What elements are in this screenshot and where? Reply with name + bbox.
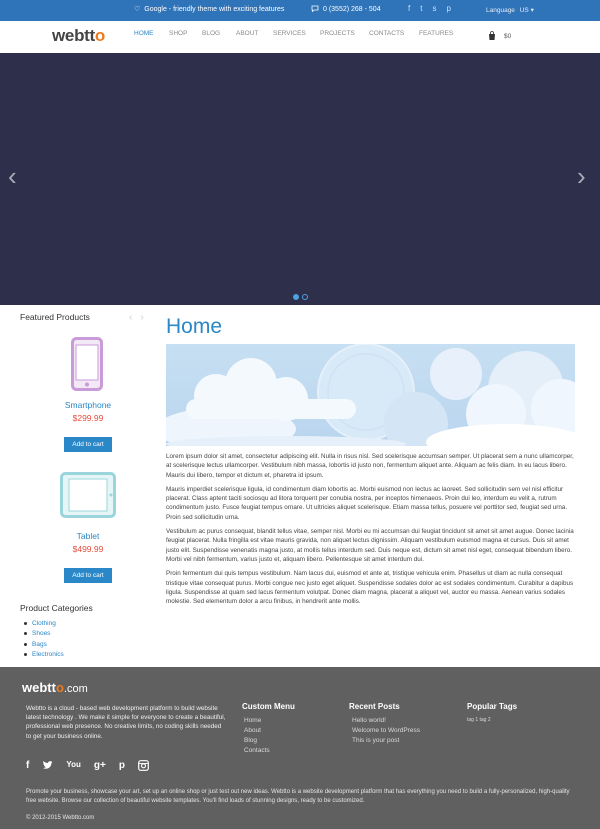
cart-amount: $0 [504,33,512,40]
footer-popular-tags [467,702,517,723]
smartphone-icon[interactable] [71,337,103,393]
footer-custom-menu [242,702,295,757]
footer-menu-contacts[interactable]: Contacts [244,747,270,754]
nav-contacts[interactable]: CONTACTS [369,30,405,37]
slider-dot-2[interactable] [302,294,308,300]
footer-menu-blog[interactable]: Blog [244,737,258,744]
footer-menu-home[interactable]: Home [244,717,262,724]
paragraph-3: Vestibulum ac purus consequat, blandit tellus vitae, semper nisl. Morbi eu mi accumsan dui feugiat tincidunt sit amet sit amet augue. Donec lacinia feugiat placerat. Nulla fringilla est vitae mauris gravida, non aliquet lectus dignissim. Aliquam vestibulum euismod magna et cursus. Duis sit amet justo elit. Suspendisse venenatis magna justo, at mollis tellus interdum sed. Duis neque est, dictum sit amet nisl eget, consequat bibendum libero. Morbi vel nibh fermentum, varius justo et, aliquam libero. Pellentesque sit amet interdum dui. [166,528,574,563]
footer-menu-about[interactable]: About [244,727,261,734]
nav-features[interactable]: FEATURES [419,30,454,37]
add-to-cart-button-tablet[interactable]: Add to cart [64,568,112,583]
product-categories-title: Product Categories [20,603,93,613]
twitter-icon[interactable] [42,760,53,774]
category-label: Electronics [32,651,64,659]
pinterest-icon[interactable]: p [118,760,125,771]
page-title: Home [166,315,223,338]
facebook-icon[interactable]: f [26,760,30,771]
content-paragraphs [166,452,578,611]
tablet-icon[interactable] [60,472,116,520]
pinterest-icon[interactable]: p [446,4,451,13]
footer-recent-posts-title: Recent Posts [349,702,400,711]
footer-logo-o: o [55,680,64,695]
caret-down-icon: ▾ [530,7,534,14]
facebook-icon[interactable]: f [408,4,411,13]
hero-slider [0,53,600,305]
slider-dots [293,294,308,300]
product-price-tablet: $499.99 [72,544,104,554]
nav-about[interactable]: ABOUT [236,30,259,37]
nav-shop[interactable]: SHOP [169,30,188,37]
footer-post-2[interactable]: Welcome to WordPress [352,727,421,734]
category-clothing[interactable] [24,618,64,629]
main-nav [134,30,453,37]
nav-services[interactable]: SERVICES [273,30,306,37]
footer-logo-text: webtt [22,680,56,695]
footer-popular-tags-title: Popular Tags [467,702,518,711]
footer-post-1[interactable]: Hello world! [352,717,386,724]
phone-number: 0 (3552) 268 - 504 [323,6,381,13]
footer-social [26,760,149,774]
carousel-prev-icon[interactable]: ‹ [129,312,133,323]
paragraph-4: Proin fermentum dui quis tempus vestibulum. Nam lacus dui, euismod et ante at, tristique vehicula enim. Phasellus ut diam ac nulla consequat tristique vitae consequat purus. Morbi congue nec justo eget aliquet. Suspendisse sodales dolor ac est sodales condimentum. Curabitur a dapibus ligula. Suspendisse at quam sed lacus fermentum volutpat. Donec diam magna, placerat a aliquet vel, auctor eu massa. Aenean varius sodales molestie. Sed elementum dolor a arcu finibus, in hendrerit ante mollis. [166,570,574,606]
site-footer [0,667,600,829]
featured-carousel-arrows [129,312,144,323]
topbar-phone [311,5,381,14]
skype-icon[interactable]: s [432,4,437,13]
category-shoes[interactable] [24,629,64,640]
chat-icon [311,5,319,14]
category-label: Shoes [32,630,51,638]
product-categories-list [24,618,64,660]
footer-promo-text: Promote your business, showcase your art, set up an online shop or just test out new ideas. Webtto is a website development platform that has everything you need to build a fully-personalized, high-quality free website. Browse our collection of beautiful website templates. You'll find loads of stunning designs, ready to be customized. [26,789,570,804]
instagram-icon[interactable] [138,760,149,774]
topbar-social [408,4,451,13]
product-name-tablet[interactable]: Tablet [76,531,100,541]
google-plus-icon[interactable]: g+ [93,760,106,771]
footer-post-3[interactable]: This is your post [352,737,400,744]
footer-custom-menu-title: Custom Menu [242,702,295,711]
add-to-cart-button-smartphone[interactable]: Add to cart [64,437,112,452]
footer-tags[interactable]: tag 1 tag 2 [467,717,491,723]
nav-home[interactable]: HOME [134,30,154,37]
language-selector[interactable] [486,6,534,14]
logo-o: o [94,26,105,45]
nav-projects[interactable]: PROJECTS [320,30,355,37]
carousel-next-icon[interactable]: › [140,312,144,323]
paragraph-2: Mauris imperdiet scelerisque ligula, id condimentum diam lobortis ac. Morbi euismod non lectus ac laoreet. Sed sollicitudin sem vel nisl efficitur placerat. Class aptent taciti sociosqu ad litora torquent per conubia nostra, per inceptos himenaeos. Proin dui leo, interdum eu velit a, rutrum condimentum justo. Fusce feugiat tempus ornare. Ut ultricies aliquet scelerisque. Etiam massa tellus, posuere vel porttitor sed, feugiat sed urna. Proin sed sollicitudin urna. [166,485,568,521]
product-price-smartphone: $299.99 [72,413,104,423]
product-name-smartphone[interactable]: Smartphone [64,400,112,410]
footer-logo-suffix: .com [63,683,88,695]
footer-logo[interactable] [22,680,88,695]
slider-next-arrow[interactable]: › [577,161,586,191]
category-bags[interactable] [24,639,64,650]
slider-dot-1[interactable] [293,294,299,300]
footer-about: Webtto is a cloud - based web development platform to build website latest technology . We make it simple for everyone to create a beautiful, professional web presence. No creative limits, no coding skills needed to get your business online. [26,705,226,740]
footer-recent-posts [349,702,420,747]
topbar-message [134,5,284,13]
footer-copyright: © 2012-2015 Webtto.com [26,815,95,821]
site-header [0,21,600,53]
site-logo[interactable] [52,26,105,46]
language-value: US [519,7,529,14]
heart-icon: ♡ [134,6,141,13]
category-label: Clothing [32,619,56,627]
category-label: Bags [32,640,47,648]
paragraph-1: Lorem ipsum dolor sit amet, consectetur adipiscing elit. Nulla in risus nisl. Sed scelerisque accumsan semper. Ut placerat sem a nunc ullamcorper, at scelerisque lectus ullamcorper. Vestibulum nibh massa, lobortis id justo non, fermentum aliquet ante. Aliquam ac felis diam. In eu lacus libero. Mauris dui libero, tempor et dictum et, pharetra id ipsum. [166,453,574,479]
category-electronics[interactable] [24,650,64,661]
cart[interactable] [488,31,511,42]
nav-blog[interactable]: BLOG [202,30,221,37]
youtube-icon[interactable]: You [66,760,81,769]
language-label: Language [486,7,515,14]
featured-products-title: Featured Products [20,312,90,322]
hero-cloud-image [166,344,575,446]
slider-prev-arrow[interactable]: ‹ [8,161,17,191]
logo-text: webtt [52,26,95,45]
topbar-message-text: Google - friendly theme with exciting features [144,5,285,13]
top-bar [0,0,600,21]
twitter-icon[interactable]: t [420,4,423,13]
shopping-bag-icon [488,31,496,42]
